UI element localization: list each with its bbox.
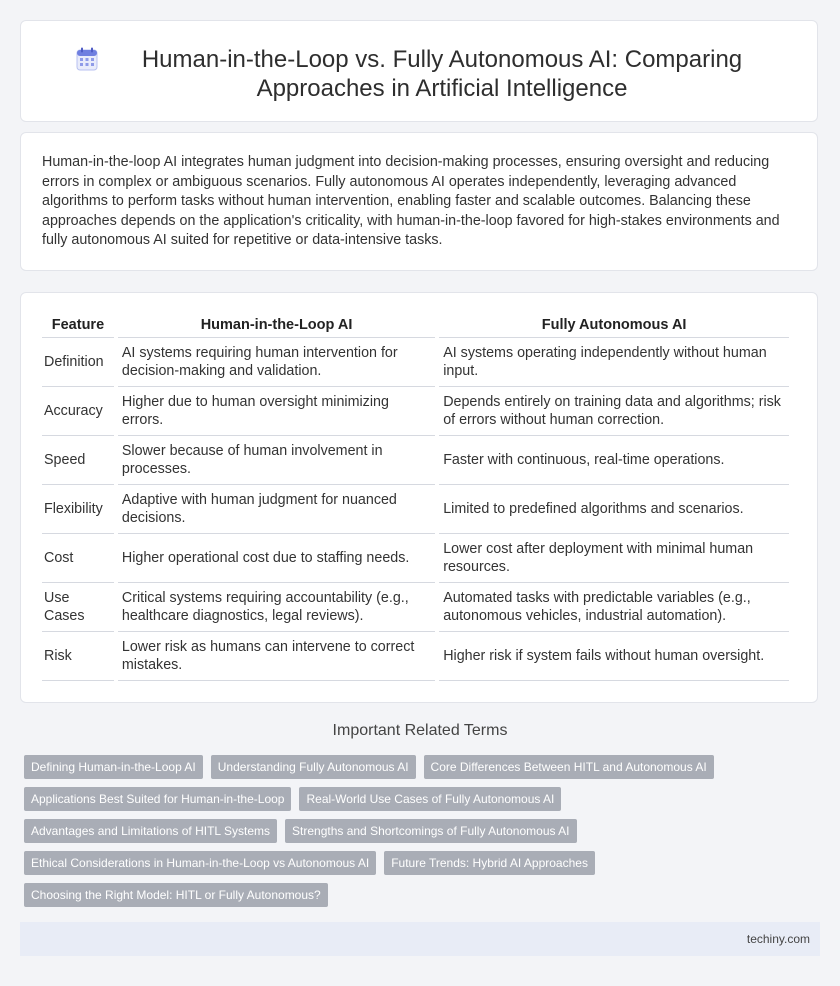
autonomous-cell: Limited to predefined algorithms and scenarios. bbox=[439, 485, 789, 534]
feature-cell: Definition bbox=[42, 338, 114, 387]
feature-cell: Flexibility bbox=[42, 485, 114, 534]
related-terms-list bbox=[24, 755, 814, 915]
autonomous-cell: Higher risk if system fails without human oversight. bbox=[439, 632, 789, 681]
related-term-tag[interactable]: Applications Best Suited for Human-in-the-Loop bbox=[24, 787, 291, 811]
related-term-tag[interactable]: Defining Human-in-the-Loop AI bbox=[24, 755, 203, 779]
feature-cell: Speed bbox=[42, 436, 114, 485]
header-autonomous: Fully Autonomous AI bbox=[439, 313, 789, 338]
intro-paragraph: Human-in-the-loop AI integrates human judgment into decision-making processes, ensuring oversight and reducing errors in complex or ambiguous scenarios. Fully autonomous AI operates independently, leveraging advanced algorithms to perform tasks without human intervention, enabling faster and scalable outcomes. Balancing these approaches depends on the application's criticality, with human-in-the-loop favored for high-stakes environments and fully autonomous AI suited for repetitive or data-intensive tasks. bbox=[42, 154, 780, 248]
related-term-tag[interactable]: Future Trends: Hybrid AI Approaches bbox=[384, 851, 595, 875]
table-row bbox=[42, 534, 789, 583]
feature-cell: Risk bbox=[42, 632, 114, 681]
related-term-tag[interactable]: Real-World Use Cases of Fully Autonomous AI bbox=[299, 787, 561, 811]
intro-card bbox=[20, 132, 818, 271]
related-term-tag[interactable]: Core Differences Between HITL and Autonomous AI bbox=[424, 755, 714, 779]
autonomous-cell: Automated tasks with predictable variables (e.g., autonomous vehicles, industrial automation). bbox=[439, 583, 789, 632]
header-feature: Feature bbox=[42, 313, 114, 338]
related-term-tag[interactable]: Understanding Fully Autonomous AI bbox=[211, 755, 416, 779]
feature-cell: Cost bbox=[42, 534, 114, 583]
table-row bbox=[42, 338, 789, 387]
hitl-cell: Critical systems requiring accountability (e.g., healthcare diagnostics, legal reviews). bbox=[118, 583, 435, 632]
related-term-tag[interactable]: Ethical Considerations in Human-in-the-Loop vs Autonomous AI bbox=[24, 851, 376, 875]
hitl-cell: Adaptive with human judgment for nuanced decisions. bbox=[118, 485, 435, 534]
hitl-cell: Slower because of human involvement in processes. bbox=[118, 436, 435, 485]
table-row bbox=[42, 632, 789, 681]
footer-site-link[interactable]: techiny.com bbox=[746, 932, 810, 946]
feature-cell: Accuracy bbox=[42, 387, 114, 436]
header-hitl: Human-in-the-Loop AI bbox=[118, 313, 435, 338]
comparison-card bbox=[20, 292, 818, 703]
page-title: Human-in-the-Loop vs. Fully Autonomous AI: Comparing Approaches in Artificial Intelligence bbox=[141, 46, 743, 102]
calendar-icon bbox=[76, 47, 98, 71]
hitl-cell: Higher operational cost due to staffing needs. bbox=[118, 534, 435, 583]
table-row bbox=[42, 485, 789, 534]
table-row bbox=[42, 583, 789, 632]
hitl-cell: Lower risk as humans can intervene to correct mistakes. bbox=[118, 632, 435, 681]
comparison-table bbox=[38, 313, 793, 681]
feature-cell: Use Cases bbox=[42, 583, 114, 632]
table-header-row bbox=[42, 313, 789, 338]
hitl-cell: Higher due to human oversight minimizing errors. bbox=[118, 387, 435, 436]
related-term-tag[interactable]: Strengths and Shortcomings of Fully Autonomous AI bbox=[285, 819, 577, 843]
autonomous-cell: Faster with continuous, real-time operations. bbox=[439, 436, 789, 485]
title-card bbox=[20, 20, 818, 122]
hitl-cell: AI systems requiring human intervention for decision-making and validation. bbox=[118, 338, 435, 387]
autonomous-cell: Depends entirely on training data and algorithms; risk of errors without human correction. bbox=[439, 387, 789, 436]
table-row bbox=[42, 436, 789, 485]
related-term-tag[interactable]: Choosing the Right Model: HITL or Fully Autonomous? bbox=[24, 883, 328, 907]
footer bbox=[20, 922, 820, 956]
table-row bbox=[42, 387, 789, 436]
related-term-tag[interactable]: Advantages and Limitations of HITL Systems bbox=[24, 819, 277, 843]
autonomous-cell: Lower cost after deployment with minimal human resources. bbox=[439, 534, 789, 583]
autonomous-cell: AI systems operating independently without human input. bbox=[439, 338, 789, 387]
related-terms-title: Important Related Terms bbox=[332, 722, 508, 739]
